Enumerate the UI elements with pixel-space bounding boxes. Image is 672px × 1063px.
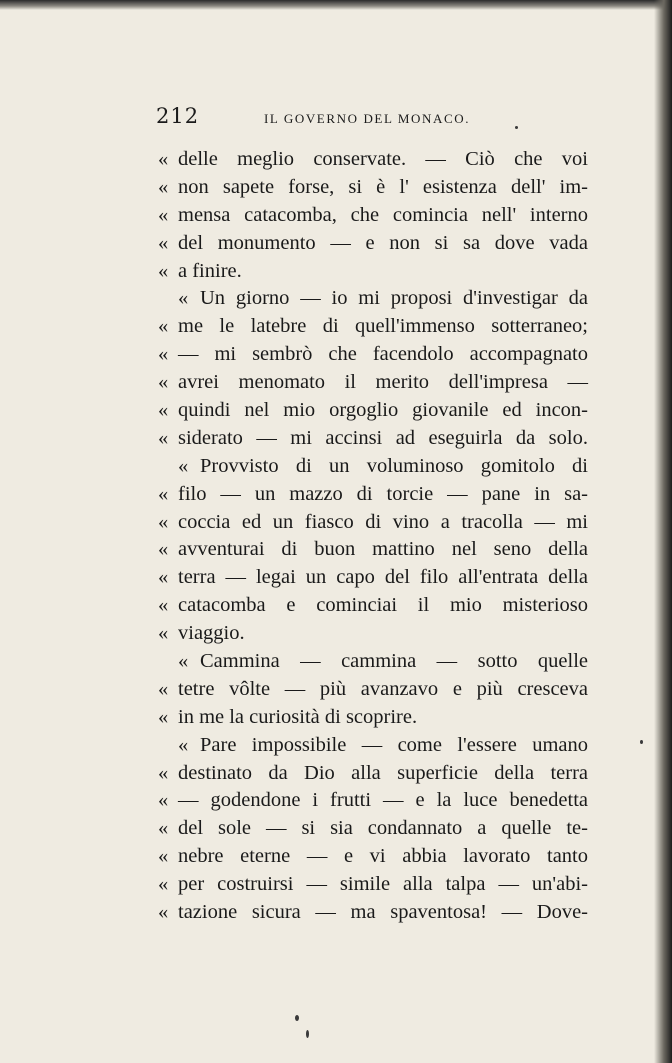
text-line xyxy=(150,536,588,564)
line-text: delle meglio conservate. — Ciò che voi xyxy=(178,148,588,170)
ink-speck xyxy=(306,1030,309,1038)
line-text: tazione sicura — ma spaventosa! — Dove- xyxy=(178,901,588,924)
quotation-mark: « xyxy=(158,482,169,505)
quotation-mark: « xyxy=(158,873,169,896)
line-text: Un giorno — io mi proposi d'investigar da xyxy=(200,287,588,310)
quotation-mark: « xyxy=(178,650,189,673)
body-text xyxy=(150,146,588,927)
line-text: tetre vôlte — più avanzavo e più cresceva xyxy=(178,677,588,700)
text-line xyxy=(150,258,588,286)
text-line xyxy=(150,648,588,676)
line-text: nebre eterne — e vi abbia lavorato tanto xyxy=(178,845,588,868)
line-text: siderato — mi accinsi ad eseguirla da solo. xyxy=(178,426,588,449)
ink-speck xyxy=(640,740,643,744)
quotation-mark: « xyxy=(158,175,169,198)
text-line xyxy=(150,676,588,704)
quotation-mark: « xyxy=(158,231,169,254)
quotation-mark: « xyxy=(158,566,169,589)
line-text: per costruirsi — simile alla talpa — un'abi- xyxy=(178,873,588,896)
text-line xyxy=(150,509,588,537)
line-text: non sapete forse, si è l' esistenza dell' im- xyxy=(178,175,588,198)
text-line xyxy=(150,369,588,397)
text-line xyxy=(150,843,588,871)
text-line xyxy=(150,425,588,453)
line-text: — godendone i frutti — e la luce benedetta xyxy=(178,789,588,812)
line-text: Provvisto di un voluminoso gomitolo di xyxy=(200,454,588,477)
line-text: coccia ed un fiasco di vino a tracolla — mi xyxy=(178,510,588,533)
page-header xyxy=(156,104,556,138)
quotation-mark: « xyxy=(158,622,169,645)
text-line xyxy=(150,732,588,760)
quotation-mark: « xyxy=(158,705,169,728)
line-text: avrei menomato il merito dell'impresa — xyxy=(178,371,588,394)
line-text: in me la curiosità di scoprire. xyxy=(178,705,418,728)
quotation-mark: « xyxy=(158,817,169,840)
line-text: — mi sembrò che facendolo accompagnato xyxy=(178,343,588,366)
quotation-mark: « xyxy=(158,148,169,170)
text-line xyxy=(150,313,588,341)
text-line xyxy=(150,899,588,927)
text-line xyxy=(150,787,588,815)
quotation-mark: « xyxy=(158,538,169,561)
quotation-mark: « xyxy=(158,761,169,784)
text-line xyxy=(150,453,588,481)
quotation-mark: « xyxy=(158,399,169,422)
quotation-mark: « xyxy=(178,733,189,756)
quotation-mark: « xyxy=(158,510,169,533)
quotation-mark: « xyxy=(178,454,189,477)
line-text: mensa catacomba, che comincia nell' interno xyxy=(178,203,588,226)
text-line xyxy=(150,564,588,592)
ink-speck xyxy=(295,1015,299,1021)
quotation-mark: « xyxy=(158,315,169,338)
line-text: viaggio. xyxy=(178,622,245,645)
text-line xyxy=(150,285,588,313)
text-line xyxy=(150,174,588,202)
line-text: Pare impossibile — come l'essere umano xyxy=(200,733,588,756)
line-text: catacomba e cominciai il mio misterioso xyxy=(178,594,588,617)
quotation-mark: « xyxy=(158,343,169,366)
line-text: terra — legai un capo del filo all'entrata della xyxy=(178,566,588,589)
quotation-mark: « xyxy=(158,203,169,226)
quotation-mark: « xyxy=(158,789,169,812)
quotation-mark: « xyxy=(158,594,169,617)
line-text: Cammina — cammina — sotto quelle xyxy=(200,650,588,673)
line-text: del monumento — e non si sa dove vada xyxy=(178,231,588,254)
line-text: avventurai di buon mattino nel seno della xyxy=(178,538,588,561)
running-title: IL GOVERNO DEL MONACO. xyxy=(264,111,471,126)
text-line xyxy=(150,146,588,174)
text-line xyxy=(150,704,588,732)
quotation-mark: « xyxy=(158,845,169,868)
text-line xyxy=(150,815,588,843)
line-text: a finire. xyxy=(178,259,242,282)
quotation-mark: « xyxy=(158,901,169,924)
quotation-mark: « xyxy=(158,259,169,282)
text-line xyxy=(150,230,588,258)
ink-speck xyxy=(515,126,518,129)
book-spine-shadow xyxy=(654,0,672,1063)
line-text: del sole — si sia condannato a quelle te- xyxy=(178,817,588,840)
line-text: me le latebre di quell'immenso sotterraneo; xyxy=(178,315,588,338)
page-number: 212 xyxy=(156,104,200,128)
line-text: quindi nel mio orgoglio giovanile ed incon- xyxy=(178,399,588,422)
page-top-edge xyxy=(0,0,672,10)
quotation-mark: « xyxy=(178,287,189,310)
text-line xyxy=(150,341,588,369)
text-line xyxy=(150,397,588,425)
text-line xyxy=(150,620,588,648)
line-text: filo — un mazzo di torcie — pane in sa- xyxy=(178,482,588,505)
quotation-mark: « xyxy=(158,371,169,394)
quotation-mark: « xyxy=(158,677,169,700)
text-line xyxy=(150,481,588,509)
line-text: destinato da Dio alla superficie della terra xyxy=(178,761,588,784)
text-line xyxy=(150,871,588,899)
text-line xyxy=(150,202,588,230)
quotation-mark: « xyxy=(158,426,169,449)
text-line xyxy=(150,592,588,620)
text-line xyxy=(150,760,588,788)
